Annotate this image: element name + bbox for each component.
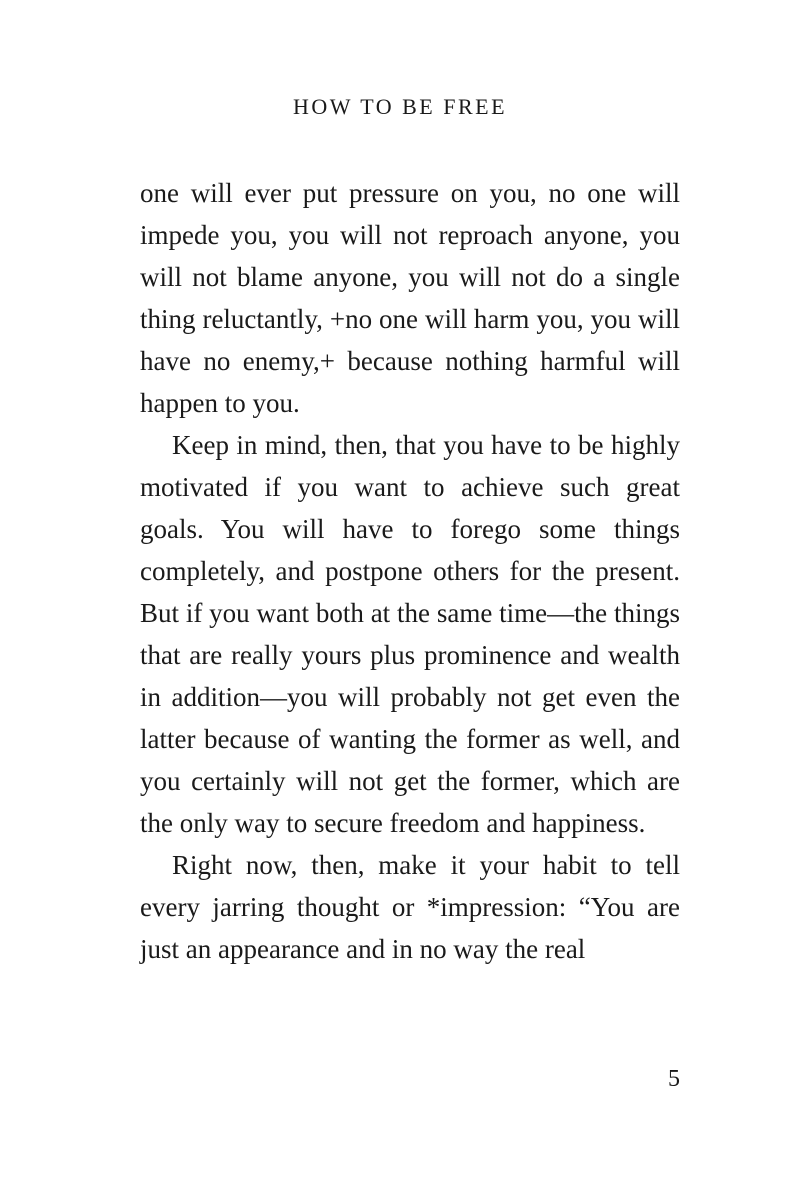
running-head: HOW TO BE FREE bbox=[292, 94, 508, 119]
paragraph-1: one will ever put pressure on you, no one will impede you, you will not reproach anyone, you will not blame anyone, you will not do a single thing reluctantly, +no one will harm you, you will have no enemy,+ because nothing harmful will happen to you. bbox=[140, 178, 680, 418]
paragraph-3: Right now, then, make it your habit to tell every jarring thought or *impression: “You are just an appearance and in no way the real bbox=[140, 850, 680, 964]
body-text bbox=[140, 172, 680, 970]
page-number: 5 bbox=[668, 1066, 680, 1092]
paragraph-2: Keep in mind, then, that you have to be highly motivated if you want to achieve such great goals. You will have to forego some things completely, and postpone others for the present. But if you want both at the same time—the things that are really yours plus prominence and wealth in addition—you will probably not get even the latter because of wanting the former as well, and you certainly will not get the former, which are the only way to secure freedom and happiness. bbox=[140, 430, 680, 838]
